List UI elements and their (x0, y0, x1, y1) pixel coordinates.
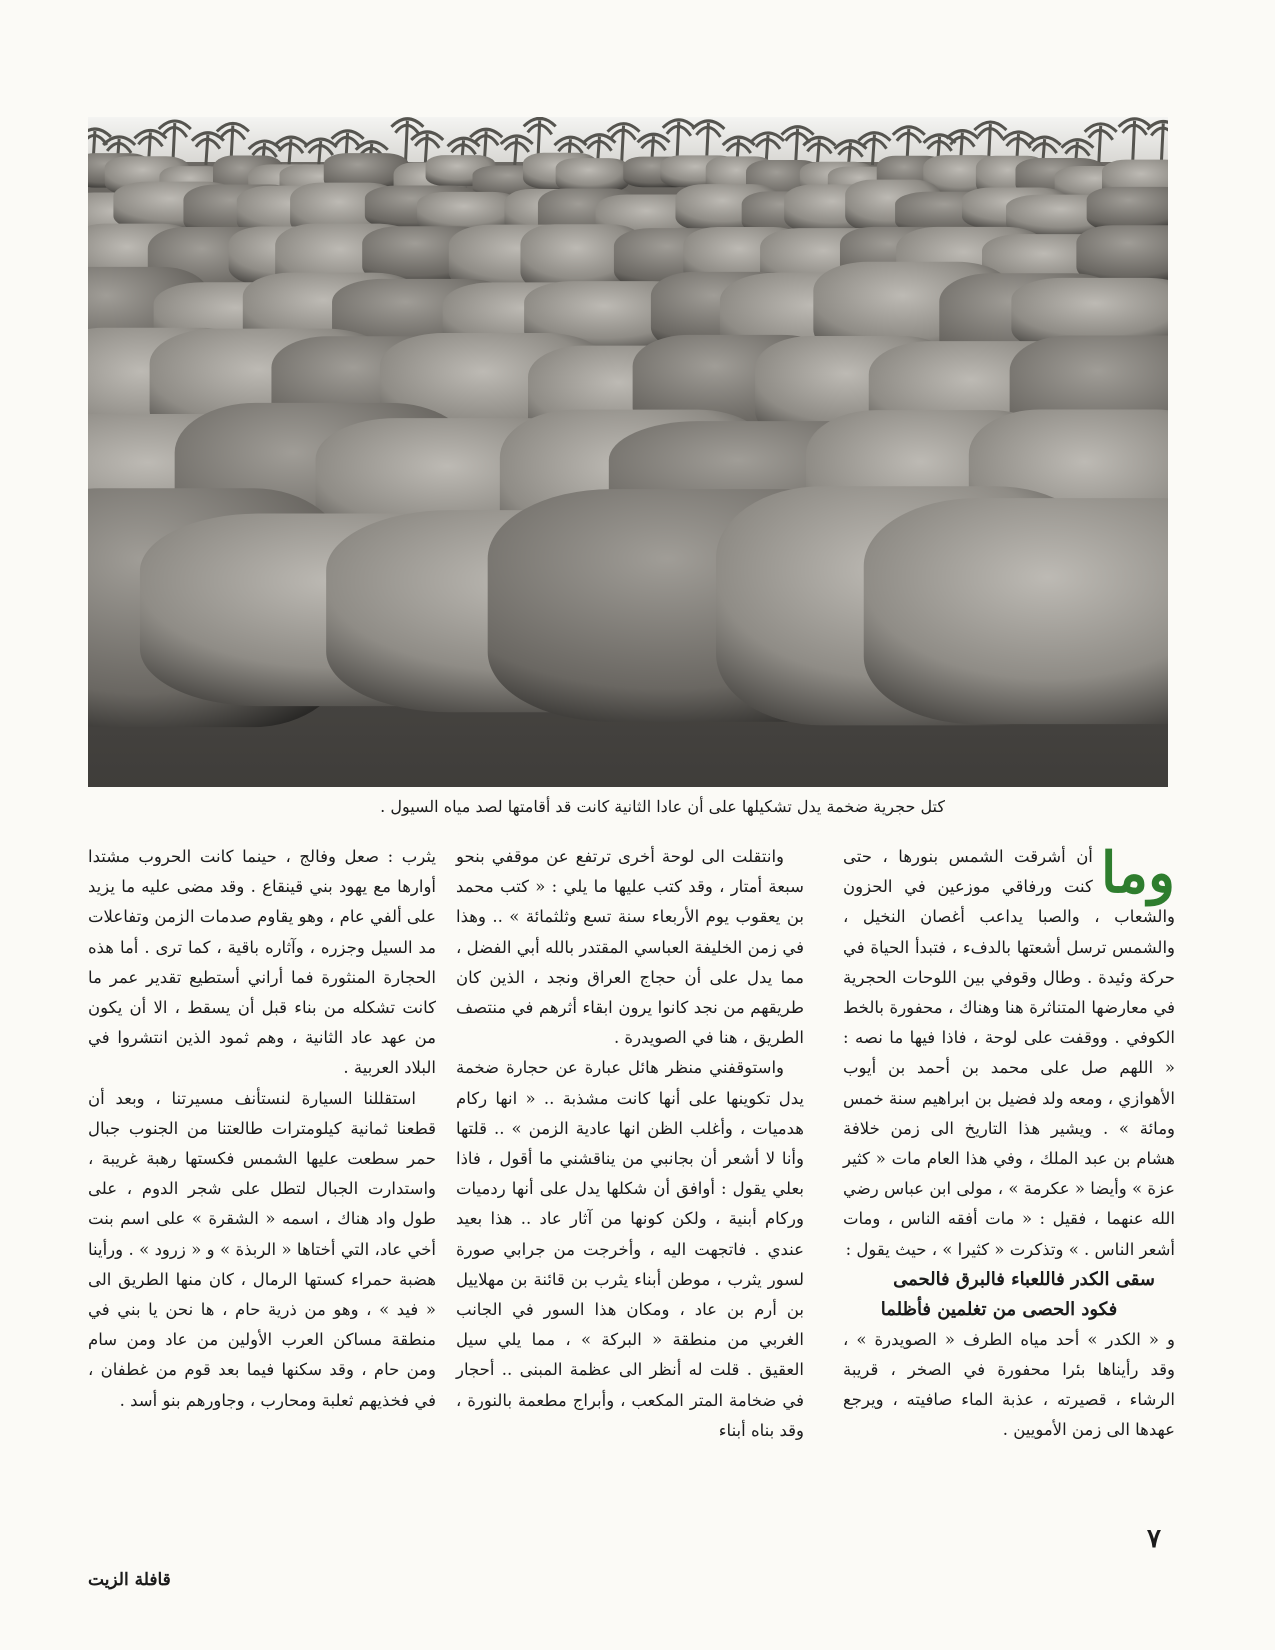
article-column-left (88, 842, 436, 1416)
paragraph: يثرب : صعل وفالج ، حينما كانت الحروب مشتدا أوارها مع يهود بني قينقاع . وقد مضى عليه ما يزيد على ألفي عام ، وهو يقاوم صدمات الزمن وتفاعلات مد السيل وجزره ، وآثاره باقية ، كما ترى . أما هذه الحجارة المنثورة فما أراني أستطيع تقدير عمر ما كانت تشكله من بناء قبل أن يسقط ، الا أن يكون من عهد عاد الثانية ، وهم ثمود الذين انتشروا في البلاد العربية . (88, 847, 436, 1078)
paragraph: وانتقلت الى لوحة أخرى ترتفع عن موقفي بنحو سبعة أمتار ، وقد كتب عليها ما يلي : « كتب محمد بن يعقوب يوم الأربعاء سنة تسع وثلثمائة » .. وهذا في زمن الخليفة العباسي المقتدر بالله أبي الفضل ، مما يدل على أن حجاج العراق ونجد ، الذين كان طريقهم من نجد كانوا يرون ابقاء أثرهم في منتصف الطريق ، هنا في الصويدرة . (456, 847, 804, 1048)
stone-block (1087, 187, 1168, 231)
photo-illustration (88, 117, 1168, 787)
stone-block (556, 158, 630, 192)
photo-caption: كتل حجرية ضخمة يدل تشكيلها على أن عادا الثانية كانت قد أقامتها لصد مياه السيول . (380, 797, 945, 816)
magazine-name: قافلة الزيت (88, 1570, 171, 1590)
drop-cap: وما (1100, 840, 1175, 906)
stone-block (864, 498, 1168, 724)
poem-verse-2: فكود الحصى من تغلمين فأظلما (880, 1298, 1118, 1320)
poem-verse-1: سقى الكدر فاللعباء فالبرق فالحمى (893, 1268, 1155, 1290)
stone-blocks-photo (88, 117, 1168, 787)
article-column-right (843, 842, 1175, 1446)
paragraph: أن أشرقت الشمس بنورها ، حتى كنت ورفاقي موزعين في الحزون والشعاب ، والصبا يداعب أغصان النخيل ، والشمس ترسل أشعتها بالدفء ، فتبدأ الحياة في حركة وئيدة . وطال وقوفي بين اللوحات الحجرية في معارضها المتناثرة هنا وهناك ، محفورة بالخط الكوفي . ووقفت على لوحة ، فاذا فيها ما نصه : « اللهم صل على محمد بن أحمد بن أيوب الأهوازي ، ومعه ولد فضيل بن ابراهيم سنة خمس ومائة » . ويشير هذا التاريخ الى زمن خلافة هشام بن عبد الملك ، وفي هذا العام مات « كثير عزة » وأيضا « عكرمة » ، مولى ابن عباس رضي الله عنهما ، فقيل : « مات أفقه الناس ، ومات أشعر الناس . » وتذكرت « كثيرا » ، حيث يقول : (842, 847, 1175, 1259)
article-column-middle (456, 842, 804, 1446)
page-number: ٧ (1147, 1524, 1161, 1554)
paragraph: و « الكدر » أحد مياه الطرف « الصويدرة » ، وقد رأيناها بئرا محفورة في الصخر ، قريبة الرشاء ، قصيرته ، عذبة الماء صافيته ، ويرجع عهدها الى زمن الأمويين . (843, 1329, 1175, 1440)
paragraph: استقللنا السيارة لنستأنف مسيرتنا ، وبعد أن قطعنا ثمانية كيلومترات طالعتنا من الجنوب جبال حمر سطعت عليها الشمس فكستها رهبة غريبة ، واستدارت الجبال لتطل على شجر الدوم ، على طول واد هناك ، اسمه « الشقرة » على اسم بنت أخي عاد، التي أختاها « الربذة » و « زرود » . ورأينا هضبة حمراء كستها الرمال ، كان منها الطريق الى « فيد » ، وهو من ذرية حام ، ها نحن يا بني في منطقة مساكن العرب الأولين من عاد ومن سام ومن حام ، وقد سكنها فيما بعد قوم من غطفان ، في فخذيهم ثعلبة ومحارب ، وجاورهم بنو أسد . (88, 1088, 436, 1410)
paragraph: واستوقفني منظر هائل عبارة عن حجارة ضخمة يدل تكوينها على أنها كانت مشذبة .. « انها ركام هدميات ، وأغلب الظن انها عادية الزمن » .. قلتها وأنا لا أشعر أن بجانبي من يناقشني ما أقول ، فاذا بعلي يقول : أوافق أن شكلها يدل على أنها ردميات وركام أبنية ، ولكن كونها من آثار عاد .. هذا بعيد عندي . فاتجهت اليه ، وأخرجت من جرابي صورة لسور يثرب ، موطن أبناء يثرب بن قائنة بن مهلاييل بن أرم بن عاد ، ومكان هذا السور في الجانب الغربي من منطقة « البركة » ، مما يلي سيل العقيق . قلت له أنظر الى عظمة المبنى .. أحجار في ضخامة المتر المكعب ، وأبراج مطعمة بالنورة ، وقد بناه أبناء (456, 1058, 804, 1440)
